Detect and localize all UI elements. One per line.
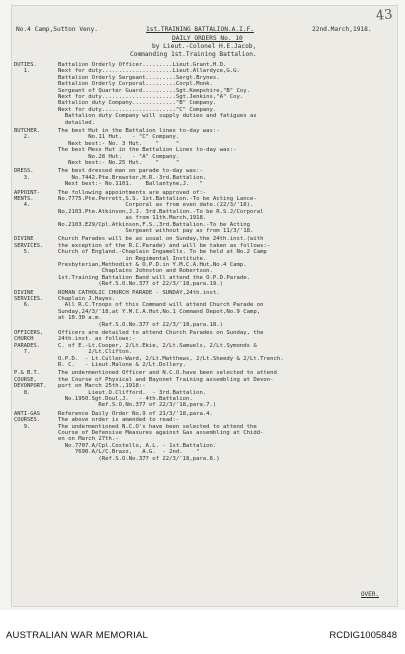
- order-line: All R.C.Troops of this Command will attend Church Parade on: [58, 302, 264, 309]
- archive-footer: [0, 610, 405, 654]
- order-line: 24th.inst. as follows:-: [58, 336, 136, 343]
- section-body: [58, 290, 394, 328]
- header-title: DAILY ORDERS No. 10: [172, 35, 243, 42]
- section-label: OFFICERS, CHURCH PARADES. 7.: [14, 330, 44, 356]
- order-line: Next for duty.....................Lieut.Allardyce,G.G.: [58, 68, 240, 75]
- header-battalion: 1st.TRAINING BATTALION.A.I.F.: [146, 26, 255, 33]
- order-line: (Ref.S.O.No.377 of 22/3/'18,para.8.): [58, 455, 220, 462]
- section-label: BUTCHER. 2.: [14, 128, 40, 141]
- header-date: 22nd.March,1918.: [312, 26, 372, 33]
- order-line: Sergeant without pay as from 11/3/'18.: [58, 228, 254, 235]
- order-line: Officers are detailed to attend Church Parades on Sunday, the: [58, 330, 264, 336]
- section-label: DIVINE SERVICES. 5.: [14, 236, 44, 256]
- order-line: Ref.S.O.No.377 of 22/3/'18,para.7.): [58, 402, 217, 409]
- order-line: No.2103.Pte.Atkinson,J.J. 3rd.Battalion.-To be R.S.J/Corporal: [58, 208, 264, 215]
- order-line: 2/Lt.Clifton.: [58, 349, 133, 356]
- order-line: The following appointments are approved of:-: [58, 189, 207, 196]
- section-body: [58, 190, 394, 235]
- order-line: R. C. - Lieut.Malone & 2/Lt.Dollery.: [58, 362, 186, 369]
- order-line: at 10.30 a.m.: [58, 315, 102, 322]
- section-body: [58, 370, 394, 408]
- order-line: in Regimental Institute.: [58, 255, 207, 262]
- order-line: Battalion Orderly Sergeant.........Sergt.Brynes.: [58, 74, 220, 81]
- order-line: (Ref.S.O.No.377 of 22/3/'18,para.18.): [58, 321, 224, 328]
- order-line: Battalion Orderly Officer.........Lieut.Grant,H.D.: [58, 62, 227, 68]
- order-line: 7690.A/L/C.Brazz, A.G. - 2nd. ": [58, 449, 200, 456]
- order-line: The best Mess Hut in the Battalion Lines to-day was:-: [58, 147, 237, 154]
- order-line: No.7775.Pte.Perrett,S.S. 1st.Battalion.-To be Acting Lance-: [58, 196, 257, 202]
- header-location: No.4 Camp,Sutton Veny.: [16, 26, 98, 33]
- order-line: 1st.Training Battalion Band will attend the O.P.D.Parade.: [58, 274, 250, 281]
- section-label: DUTIES. 1.: [14, 62, 37, 75]
- order-line: (Ref.S.O.No.377 of 22/3/'18,para.19.): [58, 281, 224, 288]
- order-line: detailed.: [58, 119, 96, 126]
- order-line: Chaplains Johnston and Robertson.: [58, 268, 213, 275]
- section-body: [58, 168, 394, 187]
- order-line: Sunday,24/3/'18,at Y.M.C.A.Hut,No.1 Command Depot,No.9 Camp,: [58, 308, 261, 315]
- order-line: Chaplain J.Hayes.: [58, 296, 116, 302]
- order-line: The best Hut in the Battalion lines to-day was:-: [58, 128, 220, 134]
- section-body: [58, 236, 394, 287]
- order-sheet: [12, 6, 397, 606]
- order-line: The best dressed man on parade to-day was:-: [58, 168, 203, 175]
- order-line: Church of England.-Chaplain Ingamells. To be held at No.2 Camp: [58, 249, 267, 256]
- order-line: as from 11th.March,1918.: [58, 215, 207, 222]
- order-line: the Course of Physical and Bayonet Training assembling at Devon-: [58, 376, 274, 383]
- order-line: port on March 25th.,1918:-: [58, 383, 146, 390]
- archive-name: AUSTRALIAN WAR MEMORIAL: [6, 630, 149, 641]
- order-line: The undermentioned N.C.O's have been selected to attend the: [58, 423, 257, 430]
- order-line: Sergeant of Quarter Guard..........Sgt.Kempshire,"B" Coy.: [58, 87, 250, 94]
- continued-marker: OVER.: [360, 591, 379, 598]
- order-line: No.2103.E29/Cpl.Atkinson,F.S.,3rd.Battalion.-To be Acting: [58, 221, 250, 228]
- section-body: [58, 128, 394, 166]
- header-by: by Lieut.-Colonel H.E.Jacob,: [152, 43, 257, 50]
- order-line: Battalion Orderly Corporal.........Corpl.Monk.: [58, 81, 213, 88]
- order-line: Next best:- No.25 Hut. " ": [58, 160, 180, 167]
- order-line: Next for duty......................Sgt.Jenkins,"A" Coy.: [58, 94, 244, 101]
- order-line: en on March 27th.-: [58, 436, 119, 443]
- order-line: Reference Daily Order No.9 of 21/3/'18,para.4.: [58, 410, 213, 417]
- order-line: Battalion duty Company............."B" Company.: [58, 100, 217, 107]
- order-line: the exception of the R.C.Parade) and will be taken as follows:-: [58, 242, 271, 249]
- order-line: No.1950.Sgt.Doul,J. - 4th.Battalion.: [58, 396, 193, 403]
- header-commanding: Commanding 1st.Training Battalion.: [130, 51, 257, 58]
- order-line: ROMAN CATHOLIC CHURCH PARADE - SUNDAY,24th.inst.: [58, 289, 220, 296]
- order-line: The above order is amended to read:-: [58, 417, 180, 424]
- order-line: Course of Defensive Measures against Gas assembling at Chidd-: [58, 430, 264, 437]
- order-line: No.11 Hut. - "C" Company.: [58, 134, 180, 141]
- handwritten-page-number: 43: [375, 7, 394, 24]
- order-line: Next best:- No.1101. Ballantyne,J. ": [58, 181, 203, 188]
- section-label: P.& B.T. COURSE, DEVONPORT. 8.: [14, 370, 47, 396]
- section-body: [58, 62, 394, 126]
- section-body: [58, 411, 394, 462]
- order-line: C. of E.-Lt.Cooper, 2/Lt.Ekie, 2/Lt.Samuels, 2/Lt.Symonds &: [58, 342, 257, 349]
- section-label: ANTI-GAS COURSES. 9.: [14, 410, 40, 430]
- section-label: DIVINE SERVICES. 6.: [14, 289, 44, 309]
- order-line: No.7707.A/Cpl.Costello, A.L. - 1st.Battalion.: [58, 442, 217, 449]
- order-line: O.P.D. - Lt.Cullen-Ward, 2/Lt.Matthews, 2/Lt.Sheedy & 2/Lt.Trench.: [58, 355, 284, 362]
- order-line: Presbyterian,Methodist & O.P.D.in Y.M.C.A.Hut,No.4 Camp.: [58, 262, 247, 269]
- archive-reference: RCDIG1005848: [329, 630, 397, 641]
- order-line: Next best:- No. 3 Hut. " ": [58, 140, 180, 147]
- order-line: Church Parades will be as usual on Sunday,the 24th.inst.(with: [58, 236, 264, 243]
- section-label: DRESS. 3.: [14, 168, 34, 181]
- order-line: Corporal as from even date.(22/3/'18).: [58, 202, 254, 209]
- order-line: Next for duty......................"C" Company.: [58, 106, 217, 113]
- order-line: No.7442.Pte.Brewster,H.R.-3rd.Battalion.: [58, 174, 207, 181]
- order-line: Lieut.O.Clifford. - 3rd.Battalion.: [58, 389, 207, 396]
- section-body: [58, 330, 394, 368]
- order-line: Battalion duty Company will supply duties and fatigues as: [58, 113, 257, 120]
- section-label: APPOINT- MENTS. 4.: [14, 189, 40, 209]
- order-line: The undermentioned Officer and N.C.O.have been selected to attend: [58, 370, 277, 377]
- order-line: No.28 Hut. - "A" Company.: [58, 153, 180, 160]
